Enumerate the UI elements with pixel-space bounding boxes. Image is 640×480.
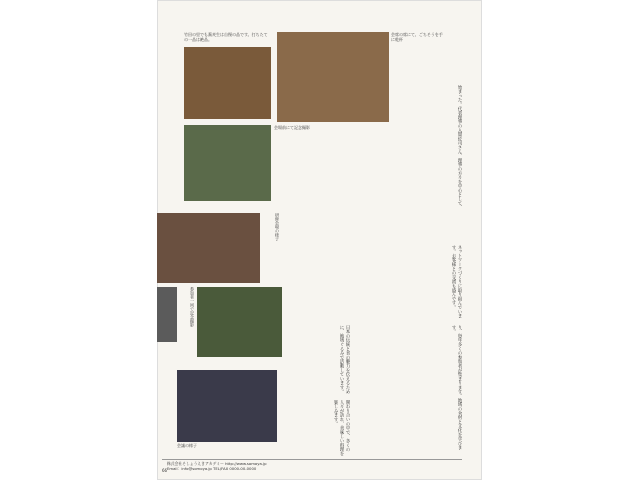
footer-block (167, 461, 437, 471)
group-photo-1 (184, 125, 271, 201)
body-column-4: 日本の伝統と食の魅力を伝えるために、地域ぐるみで活動しています。 (339, 325, 350, 394)
meeting-caption: 会議の様子 (177, 443, 197, 448)
group-photo-2 (197, 287, 282, 357)
body-column-2: ネットワークづくりに取り組んでいます。お客様との交流も盛んです。 (451, 245, 462, 319)
dinner-caption: 会席の席にて、ごちそうを手に乾杯 (391, 32, 443, 42)
footer-org: 株式会社そしょうえきアカデミー http://www.somoya.jp (167, 461, 267, 466)
soba-caption: 竹田の里でも蕎麦生は自慢の品です。打ちたての一品は絶品。 (184, 32, 268, 42)
side-photo (157, 287, 177, 342)
soba-photo (184, 47, 271, 119)
meeting-photo (177, 370, 277, 442)
hall-photo (157, 213, 260, 283)
group2-caption: 参加者一同で記念撮影 (190, 287, 195, 327)
group1-caption: 会場前にて記念撮影 (274, 125, 310, 130)
footer-contact: Email：info@somoya.jp TEL/FAX 0000-00-0000 (167, 466, 257, 471)
hall-caption: 研修会場の様子 (275, 213, 280, 241)
footer-divider (162, 459, 462, 460)
body-column-3: り、毎年多くの参加者が集まります。地域の食材と文化を学びます。 (451, 325, 462, 450)
magazine-page (157, 0, 482, 480)
dinner-photo (277, 32, 389, 122)
body-column-1: 始まった。代表理事の入間佐司さん、理事の方々を中心として、 (457, 85, 462, 210)
body-column-5: 関わり合いの中で、多くの人々が訪れ、美味しい料理を楽しみます。 (333, 400, 350, 456)
page-number: 66 (162, 468, 168, 473)
